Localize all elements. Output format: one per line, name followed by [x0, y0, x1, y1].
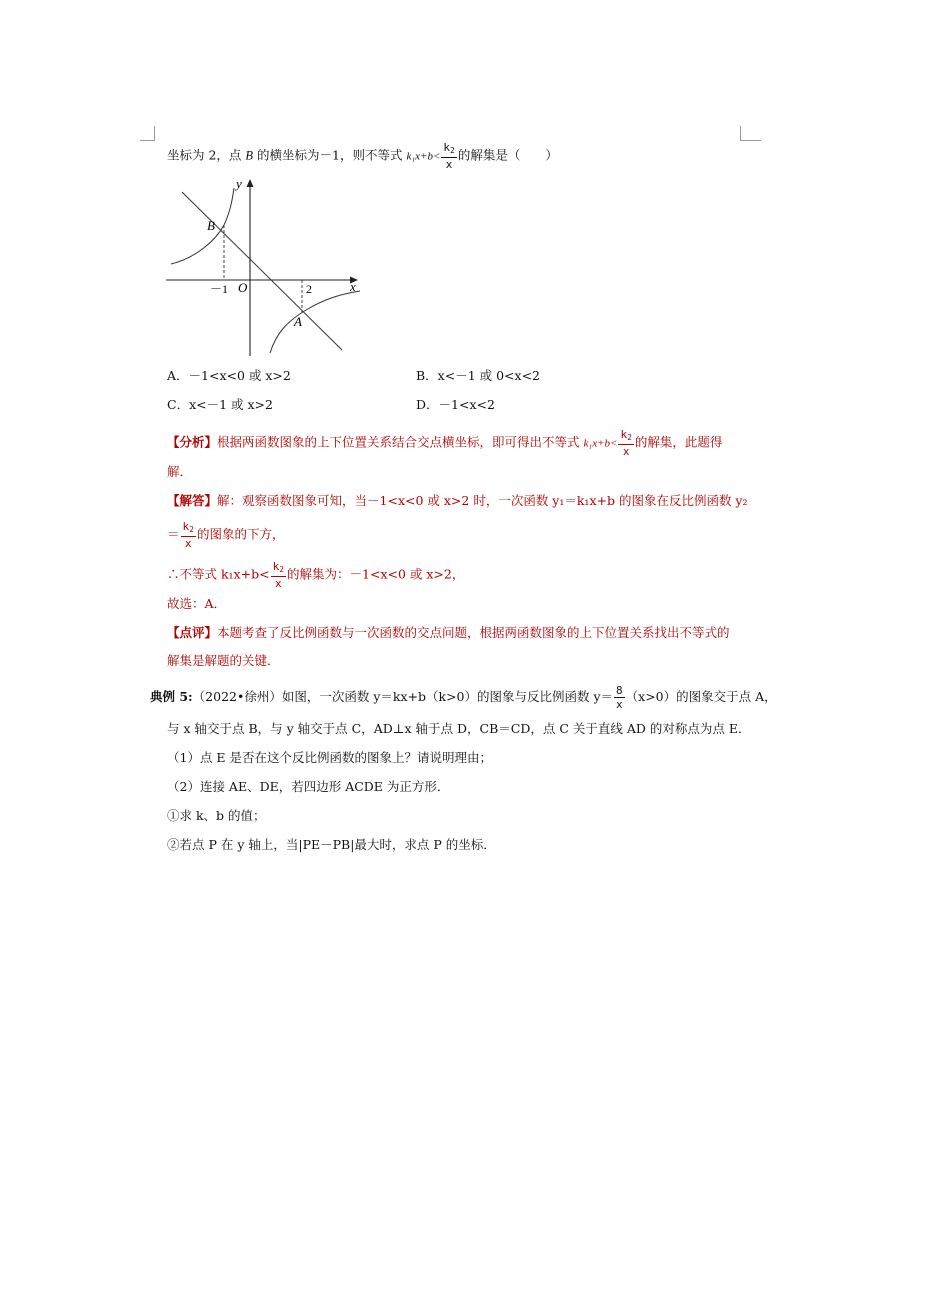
analysis-tag: 【分析】: [167, 434, 218, 450]
solution-line-2: [167, 520, 284, 550]
analysis-line-1: [167, 428, 722, 458]
fraction-k2-over-x: [441, 141, 456, 171]
example5-question-1: （1）点 E 是否在这个反比例函数的图象上？请说明理由；: [167, 750, 493, 765]
solution-fraction-2: [271, 560, 286, 590]
analysis-fraction: [618, 428, 633, 458]
fraction-subscript: 2: [189, 525, 194, 534]
inequality-left: k₁x+b<: [406, 150, 441, 163]
analysis-text: 根据两函数图象的上下位置关系结合交点横坐标，即可得出不等式: [217, 434, 584, 450]
tick-label-neg1: －1: [210, 282, 229, 296]
axis-y-label: y: [236, 176, 242, 191]
example5-line-1: [150, 684, 777, 711]
comment-tag: 【点评】: [167, 625, 218, 640]
fraction-denominator: x: [445, 158, 453, 171]
linear-function-line: [182, 192, 342, 350]
analysis-text: 的解集，此题得: [634, 434, 723, 450]
point-a-label: A: [294, 314, 302, 329]
origin-label: O: [238, 280, 248, 295]
example-label: 典例 5:: [150, 689, 193, 704]
solution-fraction: [181, 520, 196, 550]
example5-line-2: 与 x 轴交于点 B，与 y 轴交于点 C，AD⊥x 轴于点 D，CB＝CD，点 C 关于直线 AD 的对称点为点 E．: [167, 721, 751, 736]
solution-line-4: 故选：A．: [167, 596, 227, 611]
crop-mark-top-left: [140, 126, 155, 141]
hyperbola-branch-left: [171, 188, 234, 264]
question-text-part: 坐标为 2，点: [167, 147, 246, 163]
example-fraction: [614, 684, 625, 711]
example-text: （x>0）的图象交于点 A，: [625, 689, 777, 704]
example5-question-2: （2）连接 AE、DE，若四边形 ACDE 为正方形．: [167, 779, 450, 794]
fraction-numerator: 8: [616, 684, 623, 697]
crop-mark-top-right: [740, 126, 761, 141]
fraction-numerator: k: [443, 141, 451, 154]
function-graph: [166, 174, 366, 356]
question-text-part: 的解集是（ ）: [457, 147, 558, 163]
hyperbola-branch-right: [270, 291, 360, 353]
option-b[interactable]: B．x<－1 或 0<x<2: [416, 368, 541, 383]
fraction-denominator: x: [184, 537, 192, 550]
example5-question-2a: ①求 k、b 的值；: [167, 808, 266, 823]
point-b-label: B: [245, 148, 254, 163]
fraction-denominator: x: [274, 577, 282, 590]
solution-line-1: [167, 492, 748, 510]
comment-text: 本题考查了反比例函数与一次函数的交点问题，根据两函数图象的上下位置关系找出不等式的: [217, 625, 730, 640]
fraction-numerator: k: [182, 520, 190, 533]
solution-line-3: [167, 560, 464, 590]
solution-text: ∴不等式 k₁x+b<: [167, 566, 270, 582]
solution-tag: 【解答】: [167, 493, 218, 508]
question-tail: [167, 141, 558, 171]
solution-text: 的图象的下方，: [196, 526, 285, 542]
point-b-label: B: [207, 218, 215, 233]
fraction-subscript: 2: [450, 146, 455, 155]
tick-label-2: 2: [306, 282, 312, 296]
example5-question-2b: ②若点 P 在 y 轴上，当|PE－PB|最大时，求点 P 的坐标．: [167, 837, 496, 852]
analysis-line-2: 解．: [167, 464, 193, 479]
fraction-subscript: 2: [279, 565, 285, 574]
equals-sign: ＝: [167, 526, 180, 542]
solution-text: 的解集为：－1<x<0 或 x>2，: [287, 566, 465, 582]
option-a[interactable]: A．－1<x<0 或 x>2: [167, 368, 291, 383]
example-text: （2022•徐州）如图，一次函数 y＝kx+b（k>0）的图象与反比例函数 y＝: [192, 689, 614, 704]
comment-line-2: 解集是解题的关键．: [167, 653, 280, 668]
comment-line-1: [167, 624, 730, 642]
axis-x-label: x: [350, 279, 356, 294]
solution-text: 解：观察函数图象可知，当－1<x<0 或 x>2 时，一次函数 y₁＝k₁x+b 的图象在反比例函数 y₂: [217, 493, 748, 508]
option-d[interactable]: D．－1<x<2: [416, 397, 495, 412]
fraction-denominator: x: [616, 698, 623, 711]
y-axis-arrow: [247, 179, 254, 187]
option-c[interactable]: C．x<－1 或 x>2: [167, 397, 273, 412]
analysis-inequality: k₁x+b<: [583, 437, 618, 450]
fraction-subscript: 2: [627, 433, 632, 442]
fraction-denominator: x: [622, 445, 630, 458]
fraction-numerator: k: [620, 428, 628, 441]
question-text-part: 的横坐标为－1，则不等式: [253, 147, 407, 163]
fraction-numerator: k: [272, 560, 280, 573]
